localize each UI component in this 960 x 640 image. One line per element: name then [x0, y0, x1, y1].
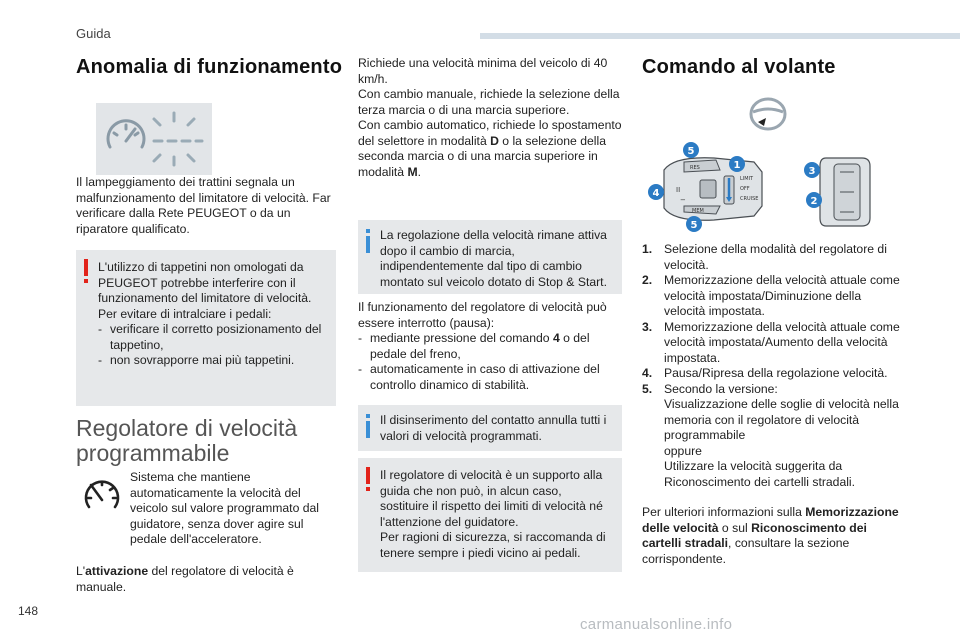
list-item: - non sovrapporre mai più tappetini.: [98, 353, 295, 367]
warning-box-safety: Il regolatore di velocità è un supporto alla guida che non può, in alcun caso, sostituire il rispetto dei limiti di velocità né l'attenzione del guidatore. Per ragioni di sicurezza, si raccomanda di tenere sempre i piedi vicino ai pedali.: [358, 458, 622, 572]
info-box-ignition: Il disinserimento del contatto annulla tutti i valori di velocità programmati.: [358, 405, 622, 451]
more-info-paragraph: Per ulteriori informazioni sulla Memorizzazione delle velocità o sul Riconoscimento dei cartelli stradali, consultare la sezione corrispondente.: [642, 505, 899, 566]
watermark: carmanualsonline.info: [580, 616, 733, 633]
cruise-description: Sistema che mantiene automaticamente la velocità del veicolo sul valore programmato dal guidatore, senza dover agire sul pedale dell'acceleratore.: [130, 470, 319, 546]
page-number: 148: [18, 604, 39, 618]
list-item: - mediante pressione del comando 4 o del pedale del freno,: [358, 331, 590, 361]
svg-text:RES: RES: [690, 165, 700, 171]
cruise-stalk-illustration: [644, 136, 904, 236]
requirements-paragraph: Richiede una velocità minima del veicolo di 40 km/h. Con cambio manuale, richiede la selezione della terza marcia o di una marcia superiore. Con cambio automatico, richiede lo spostamento del selettore in modalità D o la selezione della seconda marcia o di una marcia superiore in modalità M.: [358, 56, 622, 179]
list-item: - verificare il corretto posizionamento del tappetino,: [98, 322, 322, 352]
list-item: 2. Memorizzazione della velocità attuale come velocità impostata/Diminuzione della velocità impostata.: [642, 273, 900, 318]
warning-mats-line2: Per evitare di intralciare i pedali:: [98, 306, 272, 321]
list-item: 1. Selezione della modalità del regolatore di velocità.: [642, 242, 887, 272]
title-malfunction: Anomalia di funzionamento: [76, 56, 343, 78]
svg-text:OFF: OFF: [740, 186, 750, 192]
title-steering-control: Comando al volante: [642, 56, 836, 78]
steering-wheel-icon: [748, 96, 788, 132]
list-item: 4. Pausa/Ripresa della regolazione velocità.: [642, 366, 888, 380]
list-item: 3. Memorizzazione della velocità attuale come velocità impostata/Aumento della velocità impostata.: [642, 319, 900, 365]
title-cruise-control: Regolatore di velocità programmabile: [76, 415, 298, 466]
warning-icon: [366, 467, 371, 491]
info-icon: [366, 229, 371, 253]
svg-text:MEM: MEM: [692, 208, 704, 214]
header-section: Guida: [76, 26, 111, 41]
info-box-stop-start: La regolazione della velocità rimane attiva dopo il cambio di marcia, indipendentemente dal tipo di cambio montato sul veicolo dotato di Stop & Start.: [358, 220, 622, 294]
svg-text:5: 5: [687, 146, 695, 157]
warning-mats-line1: L'utilizzo di tappetini non omologati da PEUGEOT potrebbe interferire con il funzionamento del limitatore di velocità.: [98, 260, 312, 305]
svg-text:1: 1: [733, 160, 741, 171]
speed-limiter-dashed-icon: [96, 103, 212, 175]
header-bar: [480, 33, 960, 39]
list-item: - automaticamente in caso di attivazione del controllo dinamico di stabilità.: [358, 362, 600, 392]
info-icon: [366, 414, 371, 438]
svg-text:CRUISE: CRUISE: [740, 196, 759, 202]
svg-text:II: II: [676, 186, 681, 194]
warning-box-mats: [76, 250, 336, 406]
speedometer-icon: [82, 474, 122, 514]
warning-icon: [84, 259, 89, 283]
list-item: 5. Secondo la versione:: [642, 381, 778, 396]
activation-paragraph: L'attivazione del regolatore di velocità è manuale.: [76, 564, 294, 594]
svg-text:5: 5: [690, 220, 698, 231]
interrupt-paragraph: Il funzionamento del regolatore di velocità può essere interrotto (pausa): - mediante pressione del comando 4 o del pedale del freno, - automaticamente in caso di attivazione del controllo dinamico di stabilità.: [358, 300, 622, 393]
control-legend-list: 1. Selezione della modalità del regolatore di velocità. 2. Memorizzazione della velocità attuale come velocità impostata/Diminuzione della velocità impostata. 3. Memorizzazione della velocità attuale come velocità impostata/Aumento della velocità impostata. 4. Pausa/Ripresa della regolazione velocità. 5. Secondo la versione: Visualizzazione delle soglie di velocità nella memoria con il regolatore di velocità programmabile oppure Utilizzare la velocità suggerita da Riconoscimento dei cartelli stradali.: [642, 242, 904, 490]
svg-text:4: 4: [652, 188, 660, 199]
svg-text:2: 2: [810, 196, 818, 207]
svg-text:3: 3: [808, 166, 816, 177]
svg-text:LIMIT: LIMIT: [740, 176, 754, 182]
malfunction-paragraph: Il lampeggiamento dei trattini segnala un malfunzionamento del limitatore di velocità. Far verificare dalla Rete PEUGEOT o da un riparatore qualificato.: [76, 175, 331, 236]
svg-text:−: −: [680, 196, 686, 204]
